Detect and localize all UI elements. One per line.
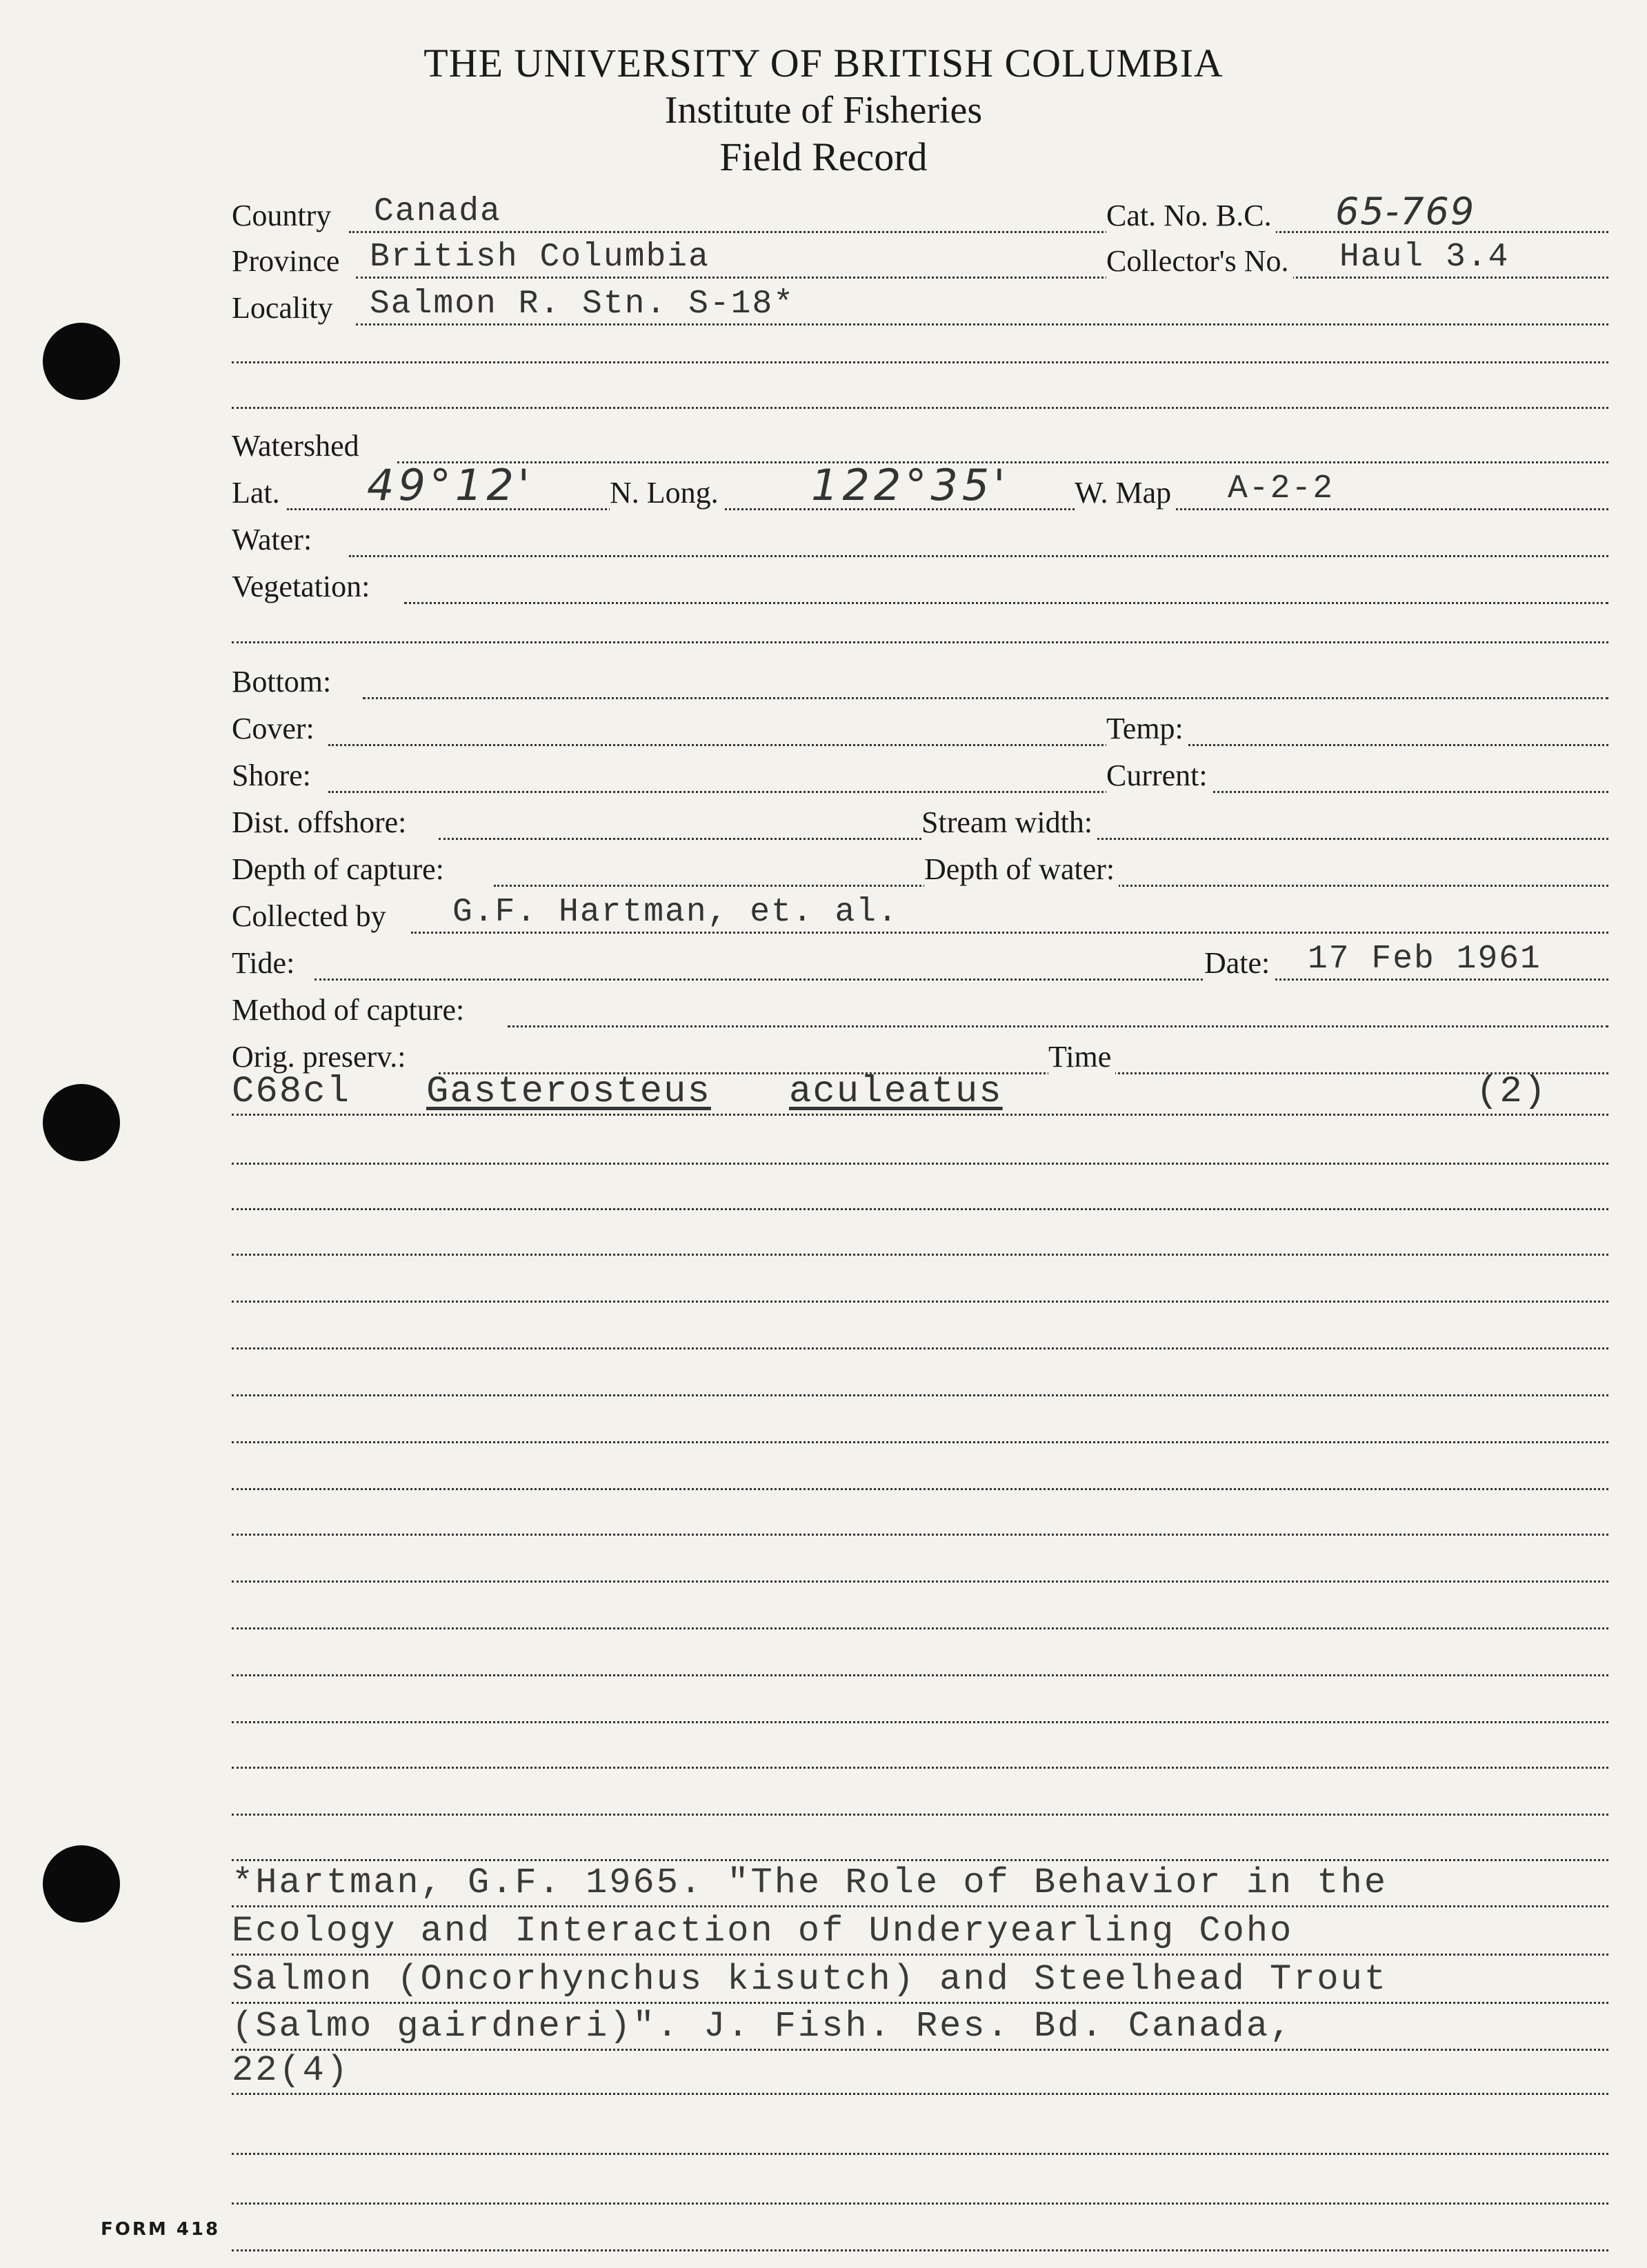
water-row [232,517,1608,560]
tide-row [232,941,1608,983]
reference-line-2 [232,1911,1608,1958]
w-map-label: W. Map [1075,475,1175,510]
blank-line [232,1394,1608,1396]
reference-line-4 [232,2006,1608,2054]
orig-preserv-label: Orig. preserv.: [232,1039,410,1074]
locality-continuation-line [232,361,1608,363]
blank-line [232,1347,1608,1349]
depth-water-label: Depth of water: [924,852,1119,887]
reference-text-1: *Hartman, G.F. 1965. "The Role of Behavior in the [232,1863,1388,1903]
locality-label: Locality [232,290,337,325]
reference-text-3: Salmon (Oncorhynchus kisutch) and Steelhead Trout [232,1959,1388,2000]
vegetation-label: Vegetation: [232,569,374,604]
date-label: Date: [1204,945,1274,981]
blank-line [232,1254,1608,1256]
depth-row [232,847,1608,890]
collectors-no-label: Collector's No. [1106,243,1293,279]
blank-line [232,1580,1608,1583]
date-value: 17 Feb 1961 [1308,941,1541,978]
punch-hole-top [43,323,120,400]
long-value: 122°35' [811,460,1010,510]
university-title: THE UNIVERSITY OF BRITISH COLUMBIA [423,41,1224,86]
collectors-no-value: Haul 3.4 [1339,239,1510,276]
blank-line [232,1814,1608,1816]
species-epithet: aculeatus [789,1071,1003,1113]
species-genus: Gasterosteus [426,1071,711,1113]
blank-line [232,1859,1608,1861]
province-label: Province [232,243,343,279]
reference-line-5 [232,2050,1608,2098]
lat-label: Lat. [232,475,284,510]
cover-label: Cover: [232,711,319,746]
blank-line [232,1721,1608,1723]
blank-line [232,1208,1608,1210]
punch-hole-middle [43,1084,120,1161]
specimen-count: (2) [1476,1071,1548,1113]
map-value: A-2-2 [1228,470,1335,508]
punch-hole-bottom [43,1845,120,1923]
blank-line [232,1534,1608,1536]
lat-value: 49°12' [367,460,534,510]
current-label: Current: [1106,758,1212,793]
country-row [232,190,1608,236]
lat-long-row [232,460,1608,513]
blank-line [232,407,1608,409]
cat-no-label: Cat. No. B.C. [1106,198,1276,233]
shore-row [232,753,1608,796]
form-number: FORM 418 [101,2219,221,2240]
blank-line [232,1488,1608,1490]
depth-capture-label: Depth of capture: [232,852,448,887]
collected-by-row [232,894,1608,936]
blank-line [232,2202,1608,2205]
method-label: Method of capture: [232,992,468,1027]
country-label: Country [232,198,335,233]
temp-label: Temp: [1106,711,1188,746]
reference-line-1 [232,1863,1608,1910]
blank-line [232,1627,1608,1629]
blank-line [232,1441,1608,1443]
reference-line-3 [232,1959,1608,2007]
province-value: British Columbia [370,239,710,276]
blank-line [232,641,1608,643]
blank-line [232,2249,1608,2251]
form-title: Field Record [719,134,928,179]
method-row [232,987,1608,1030]
locality-row [232,285,1608,328]
time-label: Time [1048,1039,1115,1074]
locality-value: Salmon R. Stn. S-18* [370,285,795,323]
country-value: Canada [374,193,501,230]
institute-title: Institute of Fisheries [664,89,983,132]
specimen-row [232,1071,1608,1118]
collected-by-value: G.F. Hartman, et. al. [452,894,899,931]
dist-offshore-row [232,800,1608,843]
dist-offshore-label: Dist. offshore: [232,805,410,840]
reference-text-4: (Salmo gairdneri)". J. Fish. Res. Bd. Canada, [232,2006,1294,2047]
blank-line [232,1163,1608,1165]
stream-width-label: Stream width: [921,805,1097,840]
blank-line [232,1767,1608,1769]
shore-label: Shore: [232,758,315,793]
collected-by-label: Collected by [232,899,390,934]
blank-line [232,1301,1608,1303]
vegetation-row [232,564,1608,607]
tide-label: Tide: [232,945,299,981]
reference-text-2: Ecology and Interaction of Underyearling Coho [232,1911,1294,1951]
province-row [232,239,1608,281]
cat-no-value: 65-769 [1335,190,1476,233]
bottom-row [232,659,1608,702]
watershed-label: Watershed [232,428,363,463]
bottom-label: Bottom: [232,664,335,699]
cover-row [232,706,1608,749]
reference-text-5: 22(4) [232,2050,350,2091]
n-long-label: N. Long. [610,475,723,510]
blank-line [232,2153,1608,2155]
water-label: Water: [232,522,316,557]
specimen-code: C68cl [232,1071,351,1113]
blank-line [232,1674,1608,1676]
